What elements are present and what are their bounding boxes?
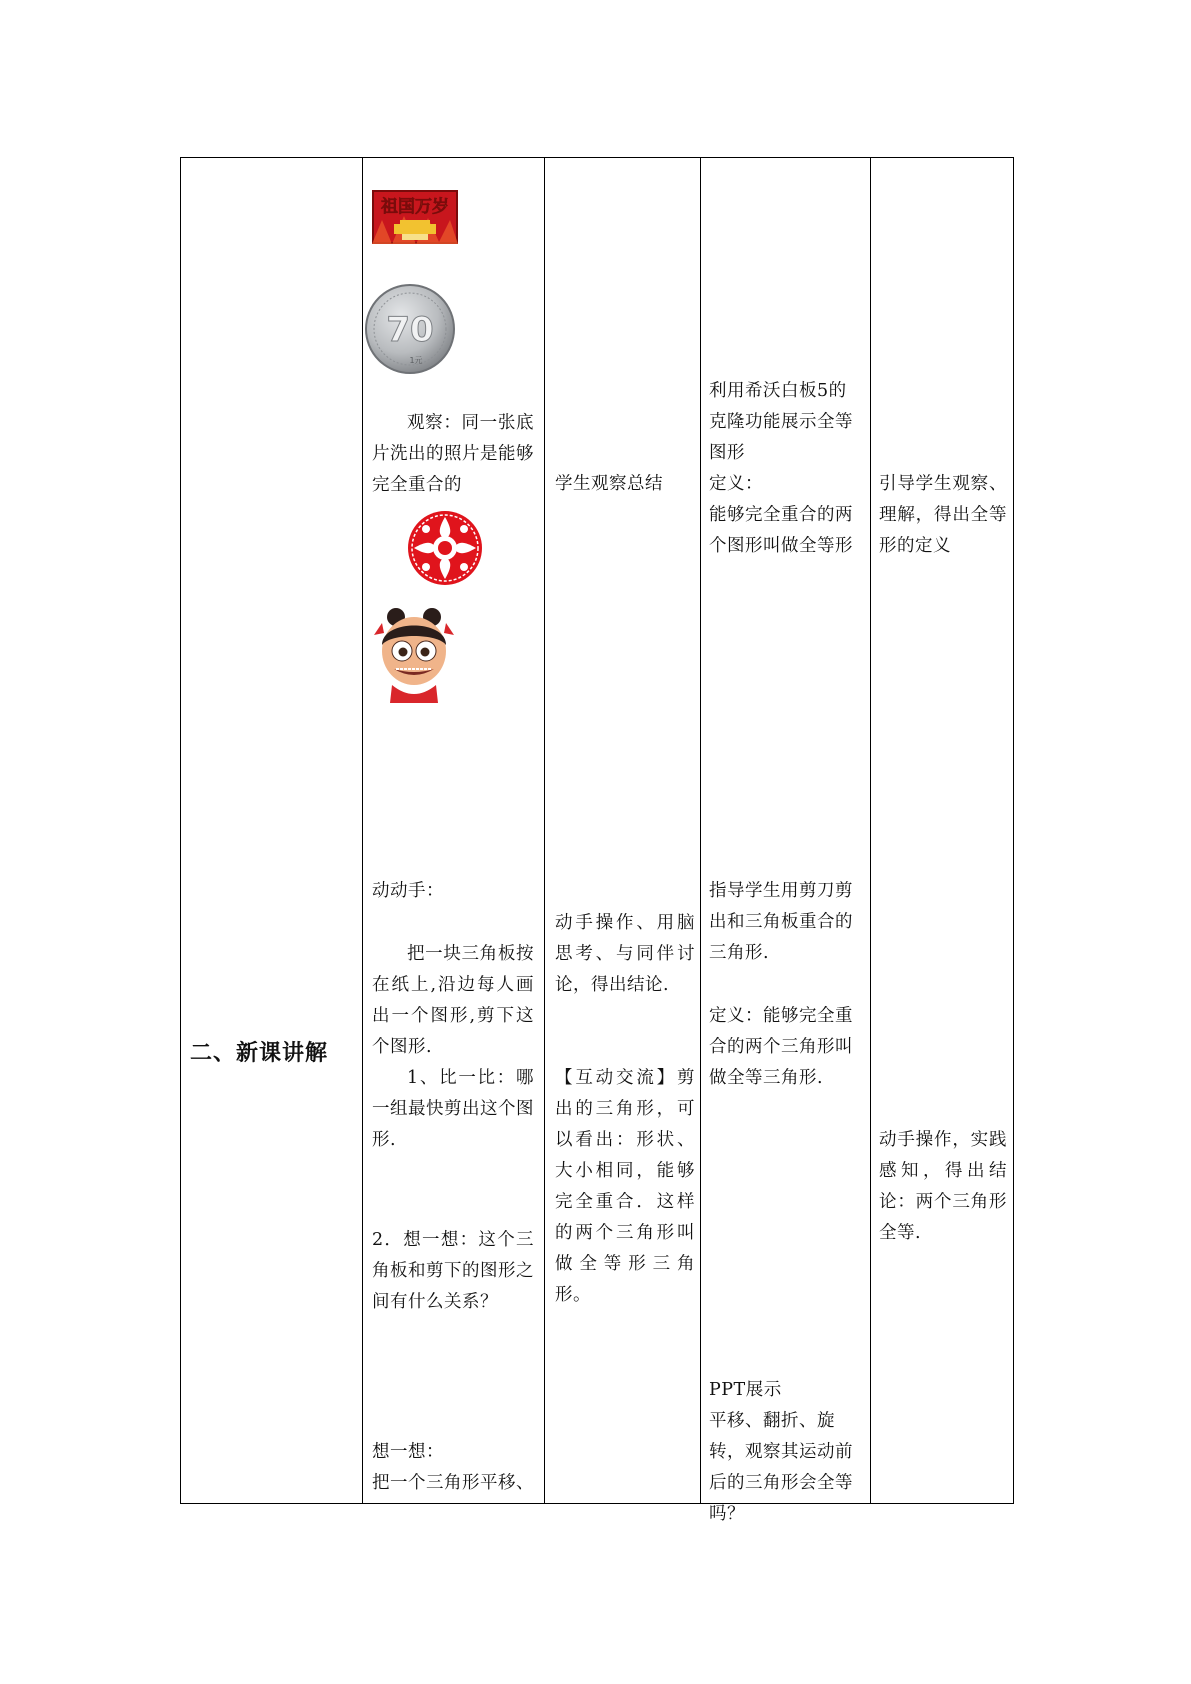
compare-task: 1、比一比：哪一组最快剪出这个图形.: [372, 1068, 534, 1150]
column-divider: [362, 157, 363, 1504]
design-intent-2: 动手操作，实践感知，得出结论：两个三角形全等.: [879, 1130, 1007, 1243]
motherland-banner-image: [372, 190, 458, 244]
student-observe-summary: 学生观察总结: [555, 474, 663, 494]
cartoon-character-image: [374, 605, 454, 703]
column-divider: [700, 157, 701, 1504]
hands-on-title: 动动手：: [372, 881, 444, 901]
papercut-image: [406, 509, 484, 587]
banner-text: 祖国万岁: [381, 197, 449, 217]
whiteboard-demo: 利用希沃白板5的克隆功能展示全等图形: [709, 381, 853, 463]
stage-label: 二、新课讲解: [190, 1041, 329, 1066]
transformation-question: 平移、翻折、旋转，观察其运动前后的三角形会全等吗？: [709, 1411, 853, 1524]
interactive-exchange: 【互动交流】剪出的三角形，可以看出：形状、大小相同，能够完全重合．这样的两个三角形叫做全等形三角形。: [555, 1068, 695, 1305]
cutting-guidance: 指导学生用剪刀剪出和三角板重合的三角形.: [709, 881, 853, 963]
think-question-2: 把一个三角形平移、: [372, 1473, 534, 1493]
definition-label: 定义：: [709, 474, 763, 494]
ppt-label: PPT展示: [709, 1380, 782, 1400]
think-question-1: 2．想一想：这个三角板和剪下的图形之间有什么关系？: [372, 1230, 534, 1312]
column-divider: [544, 157, 545, 1504]
column-divider: [870, 157, 871, 1504]
coin-denomination: 1元: [409, 356, 423, 365]
commemorative-coin-image: [364, 283, 456, 375]
student-activity: 动手操作、用脑思考、与同伴讨论，得出结论.: [555, 913, 695, 995]
congruent-triangle-definition: 定义：能够完全重合的两个三角形叫做全等三角形.: [709, 1006, 853, 1088]
design-intent-1: 引导学生观察、理解，得出全等形的定义: [879, 474, 1007, 556]
observe-text: 观察：同一张底片洗出的照片是能够完全重合的: [372, 413, 534, 495]
coin-number: 70: [386, 310, 434, 350]
think-title-2: 想一想：: [372, 1442, 444, 1462]
congruent-figure-definition: 能够完全重合的两个图形叫做全等形: [709, 505, 853, 556]
hands-on-instructions: 把一块三角板按在纸上,沿边每人画出一个图形,剪下这个图形.: [372, 944, 534, 1057]
